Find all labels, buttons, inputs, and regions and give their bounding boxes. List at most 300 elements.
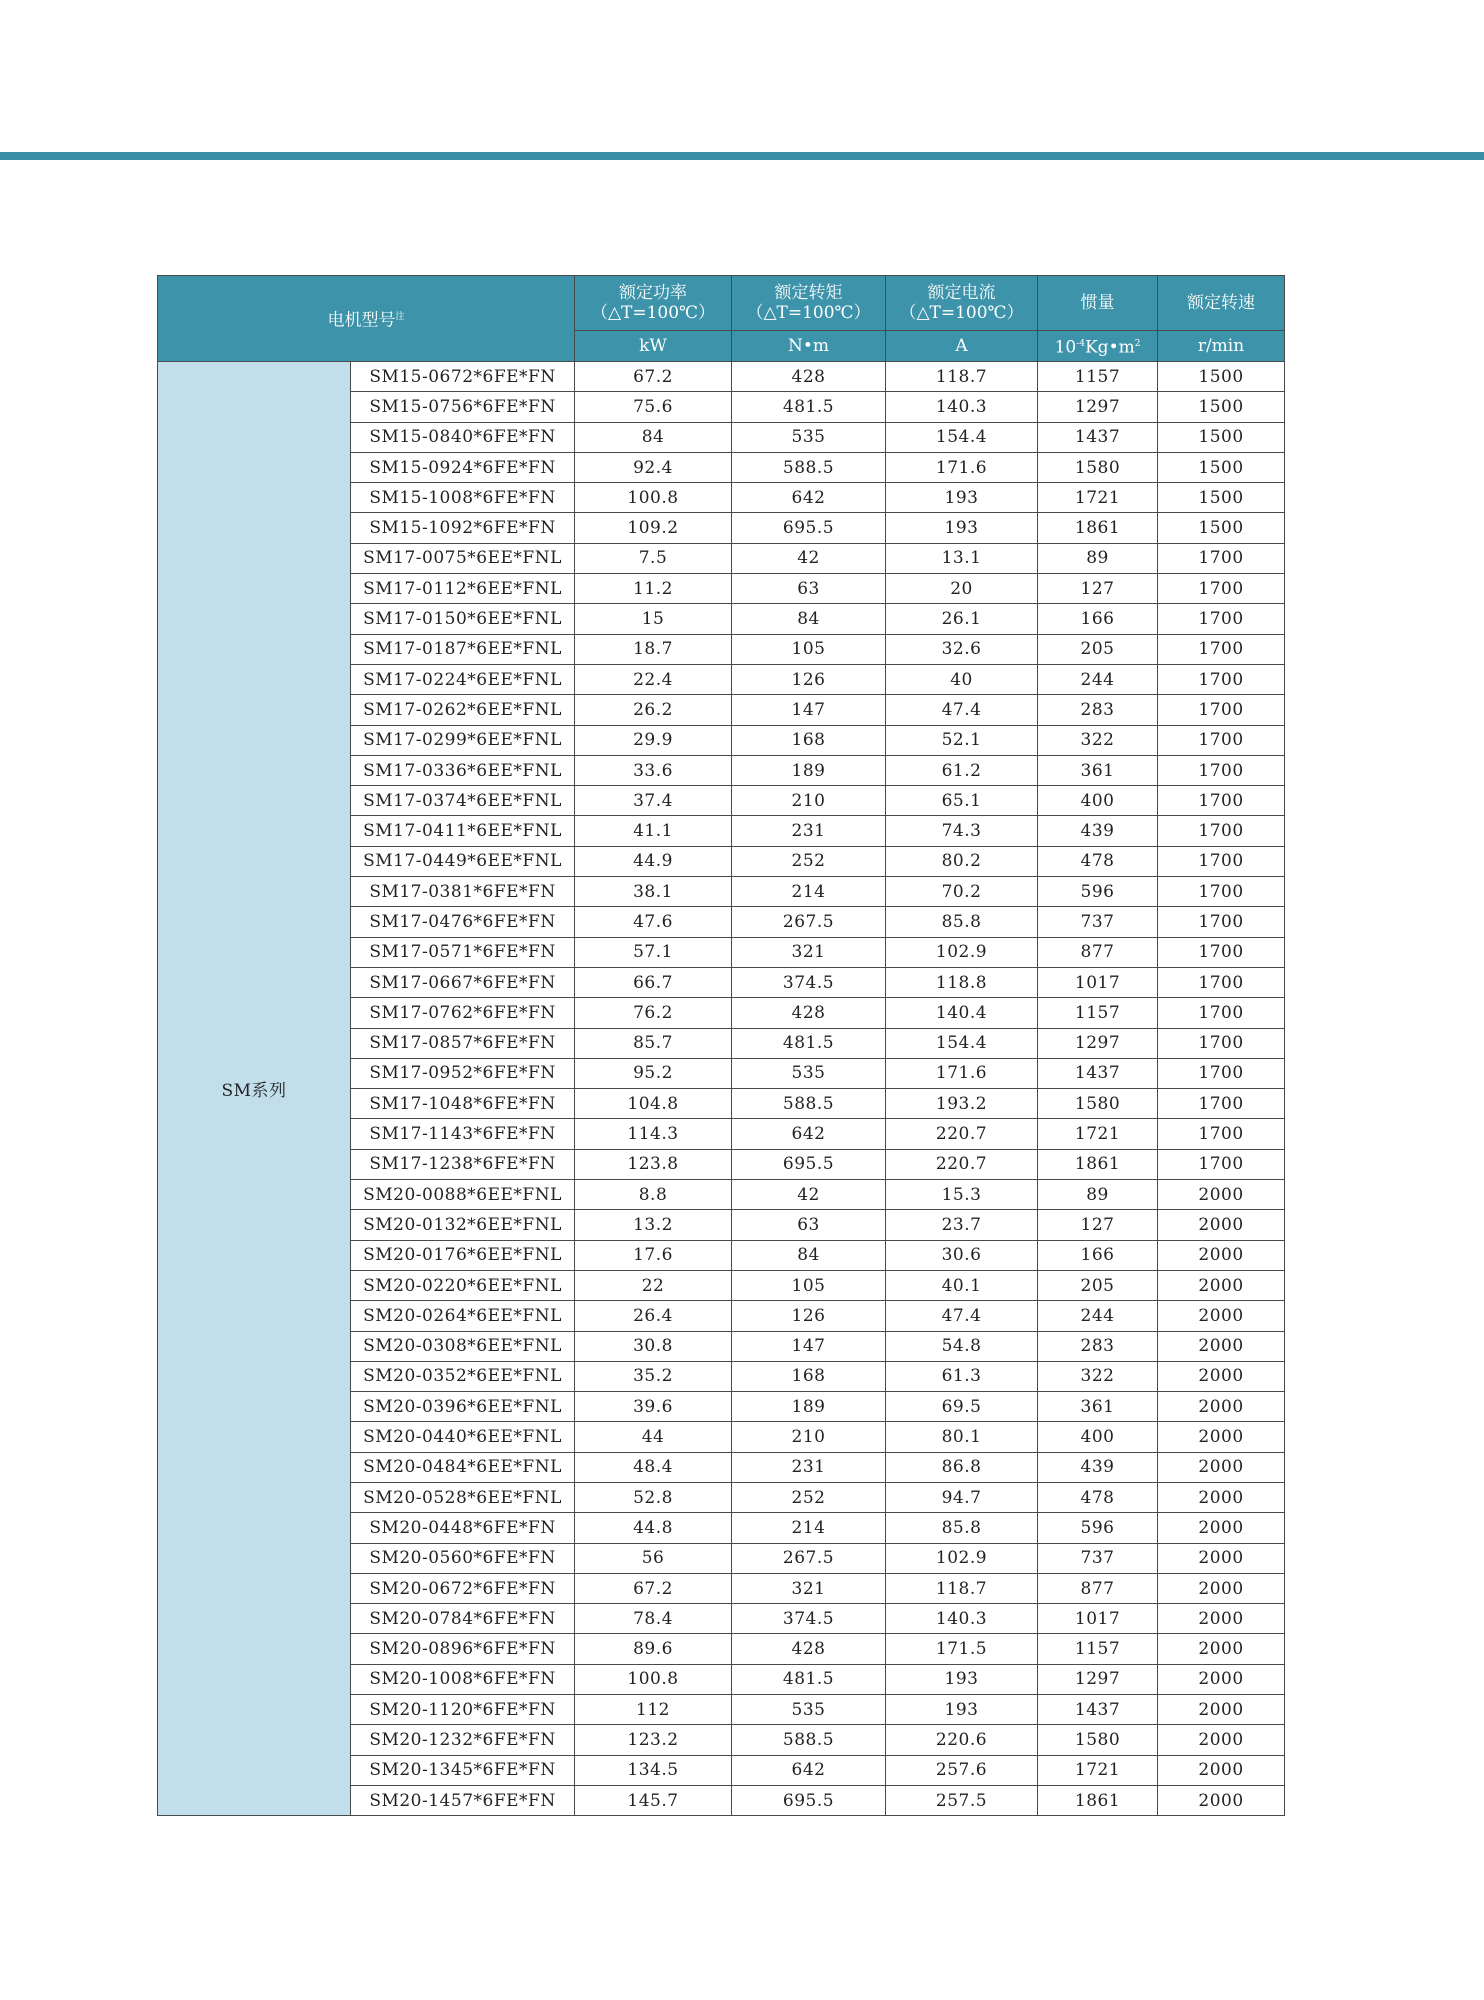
current-cell: 193 bbox=[886, 1695, 1038, 1725]
inertia-cell: 1721 bbox=[1038, 1755, 1158, 1785]
torque-cell: 189 bbox=[732, 755, 886, 785]
header-model: 电机型号$^注$ bbox=[158, 276, 575, 362]
speed-cell: 2000 bbox=[1158, 1695, 1285, 1725]
torque-cell: 168 bbox=[732, 1361, 886, 1391]
model-cell: SM17-0381*6FE*FN bbox=[351, 877, 575, 907]
speed-cell: 2000 bbox=[1158, 1361, 1285, 1391]
inertia-cell: 1721 bbox=[1038, 1119, 1158, 1149]
inertia-cell: 166 bbox=[1038, 1240, 1158, 1270]
power-cell: 66.7 bbox=[575, 967, 732, 997]
torque-cell: 428 bbox=[732, 1634, 886, 1664]
model-cell: SM15-0840*6FE*FN bbox=[351, 422, 575, 452]
current-cell: 69.5 bbox=[886, 1392, 1038, 1422]
inertia-cell: 283 bbox=[1038, 1331, 1158, 1361]
model-cell: SM17-1048*6FE*FN bbox=[351, 1089, 575, 1119]
power-cell: 8.8 bbox=[575, 1180, 732, 1210]
inertia-cell: 1297 bbox=[1038, 1028, 1158, 1058]
model-cell: SM17-0476*6FE*FN bbox=[351, 907, 575, 937]
header-current: 额定电流 （△T=100℃） bbox=[886, 276, 1038, 331]
inertia-cell: 89 bbox=[1038, 543, 1158, 573]
speed-cell: 2000 bbox=[1158, 1634, 1285, 1664]
speed-cell: 2000 bbox=[1158, 1301, 1285, 1331]
power-cell: 104.8 bbox=[575, 1089, 732, 1119]
torque-cell: 588.5 bbox=[732, 1725, 886, 1755]
model-cell: SM20-1345*6FE*FN bbox=[351, 1755, 575, 1785]
speed-cell: 1500 bbox=[1158, 483, 1285, 513]
torque-cell: 588.5 bbox=[732, 452, 886, 482]
model-cell: SM20-0264*6EE*FNL bbox=[351, 1301, 575, 1331]
power-cell: 84 bbox=[575, 422, 732, 452]
torque-cell: 695.5 bbox=[732, 1785, 886, 1815]
inertia-cell: 1580 bbox=[1038, 1725, 1158, 1755]
power-cell: 75.6 bbox=[575, 392, 732, 422]
torque-cell: 42 bbox=[732, 543, 886, 573]
power-cell: 52.8 bbox=[575, 1482, 732, 1512]
model-cell: SM20-1457*6FE*FN bbox=[351, 1785, 575, 1815]
current-cell: 220.7 bbox=[886, 1119, 1038, 1149]
inertia-cell: 1861 bbox=[1038, 1785, 1158, 1815]
power-cell: 38.1 bbox=[575, 877, 732, 907]
inertia-cell: 1580 bbox=[1038, 1089, 1158, 1119]
speed-cell: 1500 bbox=[1158, 392, 1285, 422]
speed-cell: 1700 bbox=[1158, 634, 1285, 664]
speed-cell: 2000 bbox=[1158, 1543, 1285, 1573]
torque-cell: 321 bbox=[732, 937, 886, 967]
inertia-cell: 1861 bbox=[1038, 513, 1158, 543]
power-cell: 100.8 bbox=[575, 1664, 732, 1694]
power-cell: 112 bbox=[575, 1695, 732, 1725]
current-cell: 257.5 bbox=[886, 1785, 1038, 1815]
torque-cell: 374.5 bbox=[732, 1604, 886, 1634]
inertia-cell: 322 bbox=[1038, 725, 1158, 755]
model-cell: SM20-0896*6FE*FN bbox=[351, 1634, 575, 1664]
power-cell: 22 bbox=[575, 1270, 732, 1300]
torque-cell: 210 bbox=[732, 1422, 886, 1452]
inertia-cell: 596 bbox=[1038, 1513, 1158, 1543]
torque-cell: 535 bbox=[732, 422, 886, 452]
current-cell: 86.8 bbox=[886, 1452, 1038, 1482]
table-row bbox=[158, 362, 1285, 392]
inertia-cell: 596 bbox=[1038, 877, 1158, 907]
inertia-cell: 1580 bbox=[1038, 452, 1158, 482]
current-cell: 30.6 bbox=[886, 1240, 1038, 1270]
inertia-cell: 1157 bbox=[1038, 998, 1158, 1028]
speed-cell: 2000 bbox=[1158, 1270, 1285, 1300]
model-cell: SM20-0784*6FE*FN bbox=[351, 1604, 575, 1634]
header-row bbox=[158, 276, 1285, 331]
torque-cell: 214 bbox=[732, 877, 886, 907]
torque-cell: 267.5 bbox=[732, 907, 886, 937]
power-cell: 48.4 bbox=[575, 1452, 732, 1482]
inertia-cell: 439 bbox=[1038, 1452, 1158, 1482]
current-cell: 94.7 bbox=[886, 1482, 1038, 1512]
inertia-cell: 89 bbox=[1038, 1180, 1158, 1210]
current-cell: 20 bbox=[886, 574, 1038, 604]
current-cell: 140.4 bbox=[886, 998, 1038, 1028]
model-cell: SM17-0075*6EE*FNL bbox=[351, 543, 575, 573]
motor-spec-table bbox=[157, 275, 1285, 1816]
inertia-cell: 1437 bbox=[1038, 1058, 1158, 1088]
inertia-cell: 478 bbox=[1038, 1482, 1158, 1512]
inertia-cell: 478 bbox=[1038, 846, 1158, 876]
speed-cell: 2000 bbox=[1158, 1755, 1285, 1785]
inertia-cell: 400 bbox=[1038, 786, 1158, 816]
power-cell: 18.7 bbox=[575, 634, 732, 664]
inertia-cell: 1157 bbox=[1038, 362, 1158, 392]
power-cell: 17.6 bbox=[575, 1240, 732, 1270]
model-cell: SM17-0762*6FE*FN bbox=[351, 998, 575, 1028]
inertia-cell: 127 bbox=[1038, 1210, 1158, 1240]
model-cell: SM20-0672*6FE*FN bbox=[351, 1573, 575, 1603]
speed-cell: 2000 bbox=[1158, 1573, 1285, 1603]
power-cell: 67.2 bbox=[575, 362, 732, 392]
torque-cell: 695.5 bbox=[732, 1149, 886, 1179]
inertia-cell: 1437 bbox=[1038, 1695, 1158, 1725]
speed-cell: 2000 bbox=[1158, 1422, 1285, 1452]
model-cell: SM20-0352*6EE*FNL bbox=[351, 1361, 575, 1391]
inertia-cell: 205 bbox=[1038, 1270, 1158, 1300]
inertia-cell: 877 bbox=[1038, 937, 1158, 967]
power-cell: 134.5 bbox=[575, 1755, 732, 1785]
inertia-cell: 1861 bbox=[1038, 1149, 1158, 1179]
speed-cell: 1700 bbox=[1158, 1149, 1285, 1179]
current-cell: 80.1 bbox=[886, 1422, 1038, 1452]
power-cell: 123.2 bbox=[575, 1725, 732, 1755]
model-cell: SM20-0308*6EE*FNL bbox=[351, 1331, 575, 1361]
current-cell: 32.6 bbox=[886, 634, 1038, 664]
model-cell: SM17-0262*6EE*FNL bbox=[351, 695, 575, 725]
inertia-cell: 166 bbox=[1038, 604, 1158, 634]
current-cell: 15.3 bbox=[886, 1180, 1038, 1210]
speed-cell: 1500 bbox=[1158, 513, 1285, 543]
torque-cell: 588.5 bbox=[732, 1089, 886, 1119]
inertia-cell: 361 bbox=[1038, 1392, 1158, 1422]
model-cell: SM17-0857*6FE*FN bbox=[351, 1028, 575, 1058]
current-cell: 193 bbox=[886, 513, 1038, 543]
model-cell: SM17-0411*6EE*FNL bbox=[351, 816, 575, 846]
torque-cell: 189 bbox=[732, 1392, 886, 1422]
model-cell: SM20-1232*6FE*FN bbox=[351, 1725, 575, 1755]
current-cell: 52.1 bbox=[886, 725, 1038, 755]
speed-cell: 1700 bbox=[1158, 604, 1285, 634]
torque-cell: 535 bbox=[732, 1058, 886, 1088]
power-cell: 29.9 bbox=[575, 725, 732, 755]
speed-cell: 1700 bbox=[1158, 574, 1285, 604]
speed-cell: 2000 bbox=[1158, 1482, 1285, 1512]
unit-torque: N•m bbox=[732, 331, 886, 362]
model-cell: SM20-0176*6EE*FNL bbox=[351, 1240, 575, 1270]
speed-cell: 1700 bbox=[1158, 664, 1285, 694]
unit-current: A bbox=[886, 331, 1038, 362]
inertia-cell: 737 bbox=[1038, 907, 1158, 937]
current-cell: 85.8 bbox=[886, 1513, 1038, 1543]
model-cell: SM17-0336*6EE*FNL bbox=[351, 755, 575, 785]
speed-cell: 1700 bbox=[1158, 786, 1285, 816]
torque-cell: 374.5 bbox=[732, 967, 886, 997]
unit-inertia: $10^{-4}Kg•m^2$ bbox=[1038, 331, 1158, 362]
current-cell: 220.7 bbox=[886, 1149, 1038, 1179]
unit-power: kW bbox=[575, 331, 732, 362]
power-cell: 85.7 bbox=[575, 1028, 732, 1058]
torque-cell: 84 bbox=[732, 604, 886, 634]
model-cell: SM17-0374*6EE*FNL bbox=[351, 786, 575, 816]
model-cell: SM17-0187*6EE*FNL bbox=[351, 634, 575, 664]
model-cell: SM20-0448*6FE*FN bbox=[351, 1513, 575, 1543]
current-cell: 40.1 bbox=[886, 1270, 1038, 1300]
power-cell: 145.7 bbox=[575, 1785, 732, 1815]
speed-cell: 2000 bbox=[1158, 1604, 1285, 1634]
current-cell: 80.2 bbox=[886, 846, 1038, 876]
model-cell: SM15-0924*6FE*FN bbox=[351, 452, 575, 482]
power-cell: 95.2 bbox=[575, 1058, 732, 1088]
power-cell: 26.2 bbox=[575, 695, 732, 725]
speed-cell: 1500 bbox=[1158, 452, 1285, 482]
torque-cell: 84 bbox=[732, 1240, 886, 1270]
speed-cell: 1500 bbox=[1158, 422, 1285, 452]
inertia-cell: 1017 bbox=[1038, 1604, 1158, 1634]
power-cell: 56 bbox=[575, 1543, 732, 1573]
current-cell: 47.4 bbox=[886, 1301, 1038, 1331]
model-cell: SM17-1143*6FE*FN bbox=[351, 1119, 575, 1149]
model-cell: SM17-1238*6FE*FN bbox=[351, 1149, 575, 1179]
power-cell: 92.4 bbox=[575, 452, 732, 482]
torque-cell: 42 bbox=[732, 1180, 886, 1210]
current-cell: 193 bbox=[886, 483, 1038, 513]
inertia-cell: 283 bbox=[1038, 695, 1158, 725]
power-cell: 33.6 bbox=[575, 755, 732, 785]
series-label: SM系列 bbox=[158, 362, 351, 1816]
current-cell: 61.2 bbox=[886, 755, 1038, 785]
torque-cell: 126 bbox=[732, 1301, 886, 1331]
speed-cell: 1700 bbox=[1158, 998, 1285, 1028]
model-cell: SM17-0449*6EE*FNL bbox=[351, 846, 575, 876]
speed-cell: 1700 bbox=[1158, 695, 1285, 725]
current-cell: 171.5 bbox=[886, 1634, 1038, 1664]
power-cell: 41.1 bbox=[575, 816, 732, 846]
power-cell: 11.2 bbox=[575, 574, 732, 604]
power-cell: 30.8 bbox=[575, 1331, 732, 1361]
speed-cell: 1700 bbox=[1158, 1058, 1285, 1088]
power-cell: 44 bbox=[575, 1422, 732, 1452]
torque-cell: 481.5 bbox=[732, 1664, 886, 1694]
table-body bbox=[158, 362, 1285, 1816]
speed-cell: 2000 bbox=[1158, 1513, 1285, 1543]
speed-cell: 1700 bbox=[1158, 907, 1285, 937]
speed-cell: 2000 bbox=[1158, 1240, 1285, 1270]
torque-cell: 252 bbox=[732, 846, 886, 876]
current-cell: 118.7 bbox=[886, 1573, 1038, 1603]
torque-cell: 210 bbox=[732, 786, 886, 816]
torque-cell: 168 bbox=[732, 725, 886, 755]
torque-cell: 126 bbox=[732, 664, 886, 694]
header-torque: 额定转矩 （△T=100℃） bbox=[732, 276, 886, 331]
unit-speed: r/min bbox=[1158, 331, 1285, 362]
top-accent-rule bbox=[0, 152, 1484, 160]
model-cell: SM17-0224*6EE*FNL bbox=[351, 664, 575, 694]
speed-cell: 2000 bbox=[1158, 1331, 1285, 1361]
speed-cell: 1700 bbox=[1158, 1119, 1285, 1149]
speed-cell: 2000 bbox=[1158, 1392, 1285, 1422]
inertia-cell: 1017 bbox=[1038, 967, 1158, 997]
current-cell: 23.7 bbox=[886, 1210, 1038, 1240]
current-cell: 65.1 bbox=[886, 786, 1038, 816]
model-cell: SM15-1092*6FE*FN bbox=[351, 513, 575, 543]
current-cell: 154.4 bbox=[886, 1028, 1038, 1058]
power-cell: 67.2 bbox=[575, 1573, 732, 1603]
speed-cell: 1700 bbox=[1158, 725, 1285, 755]
model-cell: SM15-0756*6FE*FN bbox=[351, 392, 575, 422]
inertia-cell: 1297 bbox=[1038, 1664, 1158, 1694]
speed-cell: 1700 bbox=[1158, 846, 1285, 876]
power-cell: 37.4 bbox=[575, 786, 732, 816]
torque-cell: 428 bbox=[732, 362, 886, 392]
inertia-cell: 1437 bbox=[1038, 422, 1158, 452]
speed-cell: 1700 bbox=[1158, 1089, 1285, 1119]
current-cell: 85.8 bbox=[886, 907, 1038, 937]
model-cell: SM17-0952*6FE*FN bbox=[351, 1058, 575, 1088]
model-cell: SM20-1120*6FE*FN bbox=[351, 1695, 575, 1725]
inertia-cell: 127 bbox=[1038, 574, 1158, 604]
inertia-cell: 244 bbox=[1038, 1301, 1158, 1331]
model-cell: SM20-0220*6EE*FNL bbox=[351, 1270, 575, 1300]
power-cell: 76.2 bbox=[575, 998, 732, 1028]
speed-cell: 1700 bbox=[1158, 755, 1285, 785]
speed-cell: 2000 bbox=[1158, 1725, 1285, 1755]
inertia-cell: 400 bbox=[1038, 1422, 1158, 1452]
current-cell: 220.6 bbox=[886, 1725, 1038, 1755]
current-cell: 13.1 bbox=[886, 543, 1038, 573]
model-cell: SM20-1008*6FE*FN bbox=[351, 1664, 575, 1694]
torque-cell: 214 bbox=[732, 1513, 886, 1543]
speed-cell: 1500 bbox=[1158, 362, 1285, 392]
current-cell: 193 bbox=[886, 1664, 1038, 1694]
current-cell: 54.8 bbox=[886, 1331, 1038, 1361]
power-cell: 22.4 bbox=[575, 664, 732, 694]
current-cell: 193.2 bbox=[886, 1089, 1038, 1119]
torque-cell: 642 bbox=[732, 1119, 886, 1149]
power-cell: 78.4 bbox=[575, 1604, 732, 1634]
speed-cell: 2000 bbox=[1158, 1785, 1285, 1815]
speed-cell: 1700 bbox=[1158, 877, 1285, 907]
power-cell: 100.8 bbox=[575, 483, 732, 513]
power-cell: 89.6 bbox=[575, 1634, 732, 1664]
current-cell: 40 bbox=[886, 664, 1038, 694]
model-cell: SM17-0150*6EE*FNL bbox=[351, 604, 575, 634]
power-cell: 13.2 bbox=[575, 1210, 732, 1240]
torque-cell: 695.5 bbox=[732, 513, 886, 543]
torque-cell: 231 bbox=[732, 1452, 886, 1482]
inertia-cell: 439 bbox=[1038, 816, 1158, 846]
torque-cell: 481.5 bbox=[732, 1028, 886, 1058]
header-speed: 额定转速 bbox=[1158, 276, 1285, 331]
power-cell: 7.5 bbox=[575, 543, 732, 573]
current-cell: 171.6 bbox=[886, 452, 1038, 482]
torque-cell: 642 bbox=[732, 483, 886, 513]
model-cell: SM20-0528*6EE*FNL bbox=[351, 1482, 575, 1512]
power-cell: 26.4 bbox=[575, 1301, 732, 1331]
inertia-cell: 244 bbox=[1038, 664, 1158, 694]
power-cell: 114.3 bbox=[575, 1119, 732, 1149]
speed-cell: 2000 bbox=[1158, 1664, 1285, 1694]
model-cell: SM15-0672*6FE*FN bbox=[351, 362, 575, 392]
current-cell: 154.4 bbox=[886, 422, 1038, 452]
current-cell: 61.3 bbox=[886, 1361, 1038, 1391]
torque-cell: 428 bbox=[732, 998, 886, 1028]
current-cell: 257.6 bbox=[886, 1755, 1038, 1785]
torque-cell: 63 bbox=[732, 574, 886, 604]
inertia-cell: 1157 bbox=[1038, 1634, 1158, 1664]
torque-cell: 535 bbox=[732, 1695, 886, 1725]
power-cell: 47.6 bbox=[575, 907, 732, 937]
model-cell: SM20-0484*6EE*FNL bbox=[351, 1452, 575, 1482]
speed-cell: 2000 bbox=[1158, 1452, 1285, 1482]
inertia-cell: 1297 bbox=[1038, 392, 1158, 422]
torque-cell: 147 bbox=[732, 1331, 886, 1361]
model-cell: SM17-0299*6EE*FNL bbox=[351, 725, 575, 755]
inertia-cell: 877 bbox=[1038, 1573, 1158, 1603]
model-cell: SM20-0132*6EE*FNL bbox=[351, 1210, 575, 1240]
inertia-cell: 205 bbox=[1038, 634, 1158, 664]
speed-cell: 2000 bbox=[1158, 1210, 1285, 1240]
current-cell: 102.9 bbox=[886, 937, 1038, 967]
power-cell: 39.6 bbox=[575, 1392, 732, 1422]
torque-cell: 252 bbox=[732, 1482, 886, 1512]
power-cell: 109.2 bbox=[575, 513, 732, 543]
torque-cell: 63 bbox=[732, 1210, 886, 1240]
model-cell: SM20-0560*6FE*FN bbox=[351, 1543, 575, 1573]
model-cell: SM20-0440*6EE*FNL bbox=[351, 1422, 575, 1452]
current-cell: 140.3 bbox=[886, 1604, 1038, 1634]
header-power: 额定功率 （△T=100℃） bbox=[575, 276, 732, 331]
inertia-cell: 361 bbox=[1038, 755, 1158, 785]
torque-cell: 481.5 bbox=[732, 392, 886, 422]
current-cell: 26.1 bbox=[886, 604, 1038, 634]
inertia-cell: 737 bbox=[1038, 1543, 1158, 1573]
speed-cell: 2000 bbox=[1158, 1180, 1285, 1210]
torque-cell: 321 bbox=[732, 1573, 886, 1603]
model-cell: SM17-0112*6EE*FNL bbox=[351, 574, 575, 604]
current-cell: 171.6 bbox=[886, 1058, 1038, 1088]
power-cell: 57.1 bbox=[575, 937, 732, 967]
current-cell: 118.7 bbox=[886, 362, 1038, 392]
speed-cell: 1700 bbox=[1158, 1028, 1285, 1058]
current-cell: 118.8 bbox=[886, 967, 1038, 997]
speed-cell: 1700 bbox=[1158, 937, 1285, 967]
inertia-cell: 322 bbox=[1038, 1361, 1158, 1391]
model-cell: SM17-0571*6FE*FN bbox=[351, 937, 575, 967]
speed-cell: 1700 bbox=[1158, 543, 1285, 573]
torque-cell: 105 bbox=[732, 1270, 886, 1300]
power-cell: 44.9 bbox=[575, 846, 732, 876]
model-cell: SM15-1008*6FE*FN bbox=[351, 483, 575, 513]
torque-cell: 642 bbox=[732, 1755, 886, 1785]
model-cell: SM20-0088*6EE*FNL bbox=[351, 1180, 575, 1210]
inertia-cell: 1721 bbox=[1038, 483, 1158, 513]
torque-cell: 147 bbox=[732, 695, 886, 725]
current-cell: 102.9 bbox=[886, 1543, 1038, 1573]
power-cell: 44.8 bbox=[575, 1513, 732, 1543]
header-inertia: 惯量 bbox=[1038, 276, 1158, 331]
model-cell: SM17-0667*6FE*FN bbox=[351, 967, 575, 997]
power-cell: 35.2 bbox=[575, 1361, 732, 1391]
power-cell: 123.8 bbox=[575, 1149, 732, 1179]
current-cell: 70.2 bbox=[886, 877, 1038, 907]
speed-cell: 1700 bbox=[1158, 816, 1285, 846]
model-cell: SM20-0396*6EE*FNL bbox=[351, 1392, 575, 1422]
current-cell: 74.3 bbox=[886, 816, 1038, 846]
current-cell: 140.3 bbox=[886, 392, 1038, 422]
torque-cell: 231 bbox=[732, 816, 886, 846]
